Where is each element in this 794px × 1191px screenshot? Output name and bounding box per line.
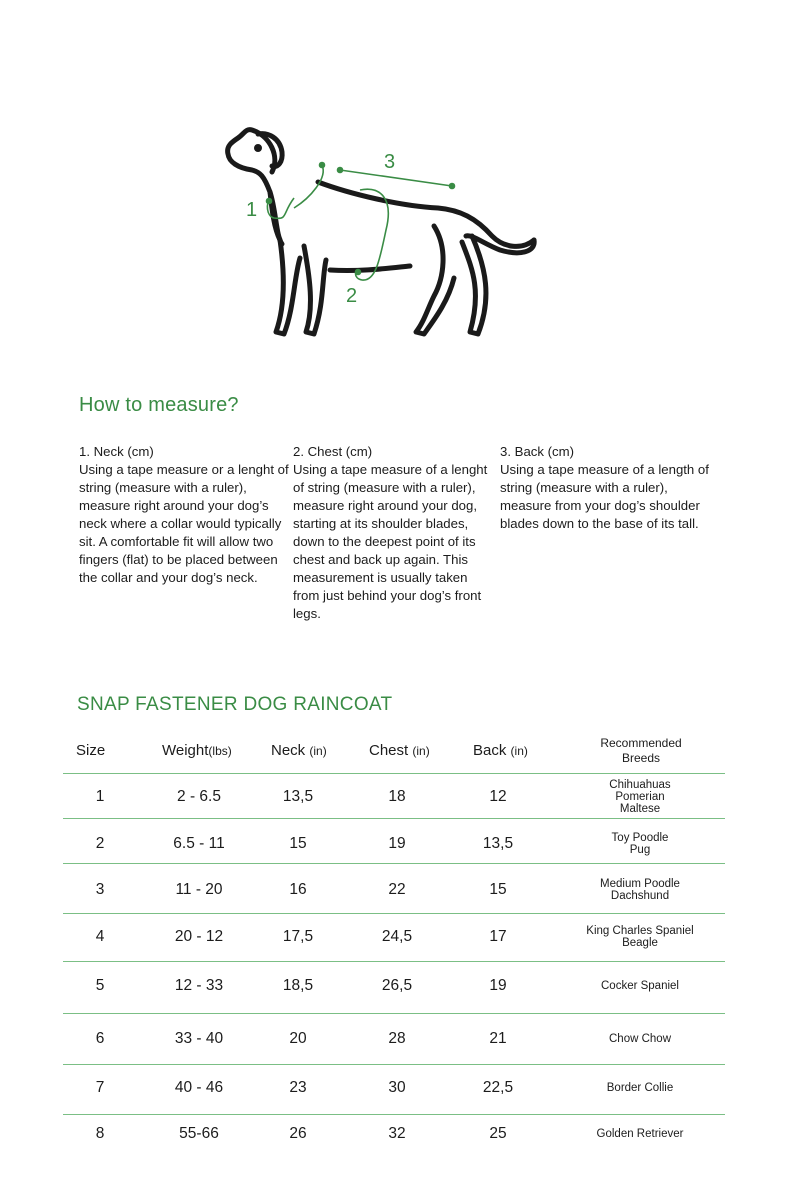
back-measure-dot: [450, 184, 455, 189]
section-title: How to measure?: [79, 394, 239, 416]
label-2: 2: [346, 285, 358, 307]
cell-chest: 18: [388, 788, 406, 805]
header-neck: [271, 742, 327, 759]
label-3: 3: [384, 151, 396, 173]
neck-heading: 1. Neck (cm): [79, 444, 154, 459]
measure-lines: [267, 163, 455, 281]
header-breeds: [576, 736, 706, 766]
breed-name: Beagle: [622, 937, 658, 949]
cell-neck: 18,5: [282, 977, 314, 994]
cell-back: 12: [489, 788, 507, 805]
chest-heading: 2. Chest (cm): [293, 444, 373, 459]
chest-text: Using a tape measure of a lenght of string (measure with a ruler), measure right around your dog, starting at its shoulder blades, down to the deepest point of its chest and back up again. This measurement is usually taken from just behind your dog’s front legs.: [293, 462, 488, 621]
cell-weight: 55-66: [179, 1125, 219, 1142]
back-instructions: [500, 443, 710, 533]
row-divider: [63, 1114, 725, 1115]
cell-back: 19: [489, 977, 507, 994]
dog-outline: [228, 130, 535, 334]
header-chest: [369, 742, 430, 759]
breed-name: Border Collie: [606, 1082, 674, 1094]
row-divider: [63, 1064, 725, 1065]
cell-size: 5: [95, 977, 105, 994]
cell-size: 8: [95, 1125, 105, 1142]
dog-measurement-diagram: [210, 118, 550, 348]
cell-breeds: [560, 878, 720, 902]
cell-neck: 15: [289, 835, 307, 852]
header-chest-label: Chest: [369, 742, 409, 759]
back-heading: 3. Back (cm): [500, 444, 575, 459]
breed-name: Chihuahuas: [609, 779, 671, 791]
breed-name: Dachshund: [610, 890, 670, 902]
back-measure-dot: [338, 168, 343, 173]
cell-neck: 26: [289, 1125, 307, 1142]
cell-size: 2: [95, 835, 105, 852]
header-size: Size: [76, 742, 106, 759]
neck-measure-arc: [294, 165, 323, 208]
cell-chest: 32: [388, 1125, 406, 1142]
cell-weight: 11 - 20: [175, 881, 223, 898]
row-divider: [63, 1013, 725, 1014]
header-back-label: Back: [473, 742, 507, 759]
cell-weight: 12 - 33: [174, 977, 224, 994]
cell-neck: 13,5: [282, 788, 314, 805]
cell-neck: 16: [289, 881, 307, 898]
neck-instructions: [79, 443, 289, 587]
cell-neck: 17,5: [282, 928, 314, 945]
cell-weight: 20 - 12: [174, 928, 224, 945]
chest-instructions: [293, 443, 497, 623]
chest-measure-dot: [356, 270, 361, 275]
breed-name: King Charles Spaniel: [586, 925, 694, 937]
cell-breeds: [560, 925, 720, 949]
cell-size: 7: [95, 1079, 105, 1096]
cell-size: 4: [95, 928, 105, 945]
header-weight: [162, 742, 232, 759]
cell-chest: 30: [388, 1079, 406, 1096]
breed-name: Medium Poodle: [600, 878, 680, 890]
cell-chest: 28: [388, 1030, 406, 1047]
cell-breeds: [560, 832, 720, 856]
breed-name: Pomerian: [615, 791, 665, 803]
cell-weight: 40 - 46: [174, 1079, 224, 1096]
header-weight-unit: (lbs): [208, 744, 232, 758]
row-divider: [63, 773, 725, 774]
header-back-unit: (in): [510, 744, 528, 758]
breed-name: Pug: [629, 844, 651, 856]
cell-breeds: [560, 980, 720, 992]
cell-weight: 2 - 6.5: [177, 788, 221, 805]
cell-size: 3: [95, 881, 105, 898]
cell-back: 15: [489, 881, 507, 898]
neck-text: Using a tape measure or a lenght of string (measure with a ruler), measure right around your dog’s neck where a collar would typically sit. A comfortable fit will allow two fingers (flat) to be placed between the collar and your dog’s neck.: [79, 462, 289, 585]
row-divider: [63, 863, 725, 864]
cell-back: 25: [489, 1125, 507, 1142]
header-breeds-line2: Breeds: [621, 751, 661, 765]
back-measure-line: [340, 170, 452, 186]
cell-back: 13,5: [482, 835, 514, 852]
header-breeds-line1: Recommended: [600, 736, 682, 750]
breed-name: Toy Poodle: [611, 832, 669, 844]
header-weight-label: Weight: [162, 742, 209, 759]
label-1: 1: [246, 199, 258, 221]
breed-name: Cocker Spaniel: [601, 980, 679, 992]
header-chest-unit: (in): [412, 744, 430, 758]
cell-size: 1: [95, 788, 105, 805]
header-back: [473, 742, 528, 759]
cell-breeds: [560, 1082, 720, 1094]
breed-name: Golden Retriever: [596, 1128, 684, 1140]
cell-back: 21: [489, 1030, 507, 1047]
cell-back: 17: [489, 928, 507, 945]
header-neck-unit: (in): [309, 744, 327, 758]
cell-chest: 24,5: [381, 928, 413, 945]
cell-weight: 33 - 40: [174, 1030, 224, 1047]
cell-chest: 22: [388, 881, 406, 898]
cell-back: 22,5: [482, 1079, 514, 1096]
cell-breeds: [560, 1033, 720, 1045]
cell-chest: 26,5: [381, 977, 413, 994]
cell-size: 6: [95, 1030, 105, 1047]
row-divider: [63, 961, 725, 962]
cell-breeds: [560, 779, 720, 815]
neck-measure-dot: [267, 199, 272, 204]
table-title: SNAP FASTENER DOG RAINCOAT: [77, 694, 393, 715]
cell-breeds: [560, 1128, 720, 1140]
cell-neck: 23: [289, 1079, 307, 1096]
cell-chest: 19: [388, 835, 406, 852]
breed-name: Maltese: [619, 803, 661, 815]
cell-neck: 20: [289, 1030, 307, 1047]
back-text: Using a tape measure of a length of string (measure with a ruler), measure from your dog’s shoulder blades down to the base of its tall.: [500, 462, 709, 531]
row-divider: [63, 913, 725, 914]
cell-weight: 6.5 - 11: [173, 835, 225, 852]
header-neck-label: Neck: [271, 742, 306, 759]
breed-name: Chow Chow: [609, 1033, 671, 1045]
row-divider: [63, 818, 725, 819]
